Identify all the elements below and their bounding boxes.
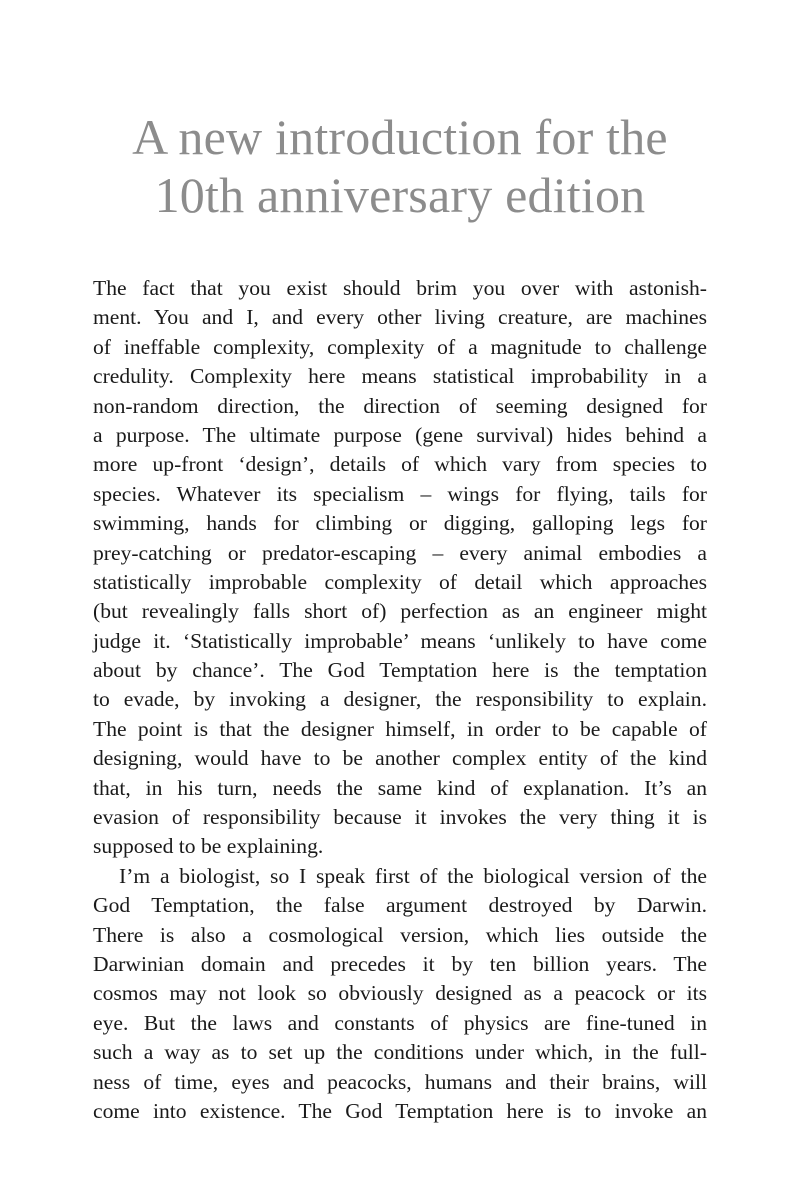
text-line: eye. But the laws and constants of physics are fine-tuned in <box>93 1010 707 1035</box>
text-line: judge it. ‘Statistically improbable’ means ‘unlikely to have come <box>93 628 707 653</box>
text-line: (but revealingly falls short of) perfection as an engineer might <box>93 599 707 624</box>
text-line: swimming, hands for climbing or digging, galloping legs for <box>93 511 707 536</box>
text-line: credulity. Complexity here means statistical improbability in a <box>93 364 707 389</box>
text-line: statistically improbable complexity of detail which approaches <box>93 569 707 594</box>
text-line: The fact that you exist should brim you over with astonish- <box>93 276 707 300</box>
text-line: that, in his turn, needs the same kind of explanation. It’s an <box>93 775 707 800</box>
text-line: a purpose. The ultimate purpose (gene survival) hides behind a <box>93 422 707 447</box>
text-line: such a way as to set up the conditions under which, in the full- <box>93 1040 707 1065</box>
text-line: non-random direction, the direction of seeming designed for <box>93 393 707 418</box>
text-line: ness of time, eyes and peacocks, humans and their brains, will <box>93 1069 707 1094</box>
chapter-title <box>60 108 740 224</box>
text-line: prey-catching or predator-escaping – every animal embodies a <box>93 540 707 565</box>
text-line: evasion of responsibility because it invokes the very thing it is <box>93 805 707 830</box>
paragraph <box>93 274 707 862</box>
text-line: to evade, by invoking a designer, the responsibility to explain. <box>93 687 707 712</box>
text-line: designing, would have to be another complex entity of the kind <box>93 746 707 771</box>
text-line: species. Whatever its specialism – wings for flying, tails for <box>93 481 707 506</box>
text-line: The point is that the designer himself, in order to be capable of <box>93 716 707 741</box>
text-line: ment. You and I, and every other living creature, are machines <box>93 305 707 330</box>
text-line: come into existence. The God Temptation here is to invoke an <box>93 1098 707 1123</box>
text-line: of ineffable complexity, complexity of a magnitude to challenge <box>93 334 707 359</box>
text-line: I’m a biologist, so I speak first of the biological version of the <box>119 863 707 888</box>
paragraph <box>93 862 707 1127</box>
text-line: There is also a cosmological version, which lies outside the <box>93 922 707 947</box>
body-text <box>93 274 707 1126</box>
chapter-title-line: 10th anniversary edition <box>154 167 646 223</box>
text-line: Darwinian domain and precedes it by ten billion years. The <box>93 951 707 976</box>
text-line: about by chance’. The God Temptation here is the temptation <box>93 658 707 683</box>
text-line: cosmos may not look so obviously designed as a peacock or its <box>93 981 707 1006</box>
text-line: more up-front ‘design’, details of which vary from species to <box>93 452 707 477</box>
text-line: God Temptation, the false argument destroyed by Darwin. <box>93 893 707 918</box>
chapter-title-line: A new introduction for the <box>132 109 668 165</box>
text-line: supposed to be explaining. <box>93 834 324 859</box>
